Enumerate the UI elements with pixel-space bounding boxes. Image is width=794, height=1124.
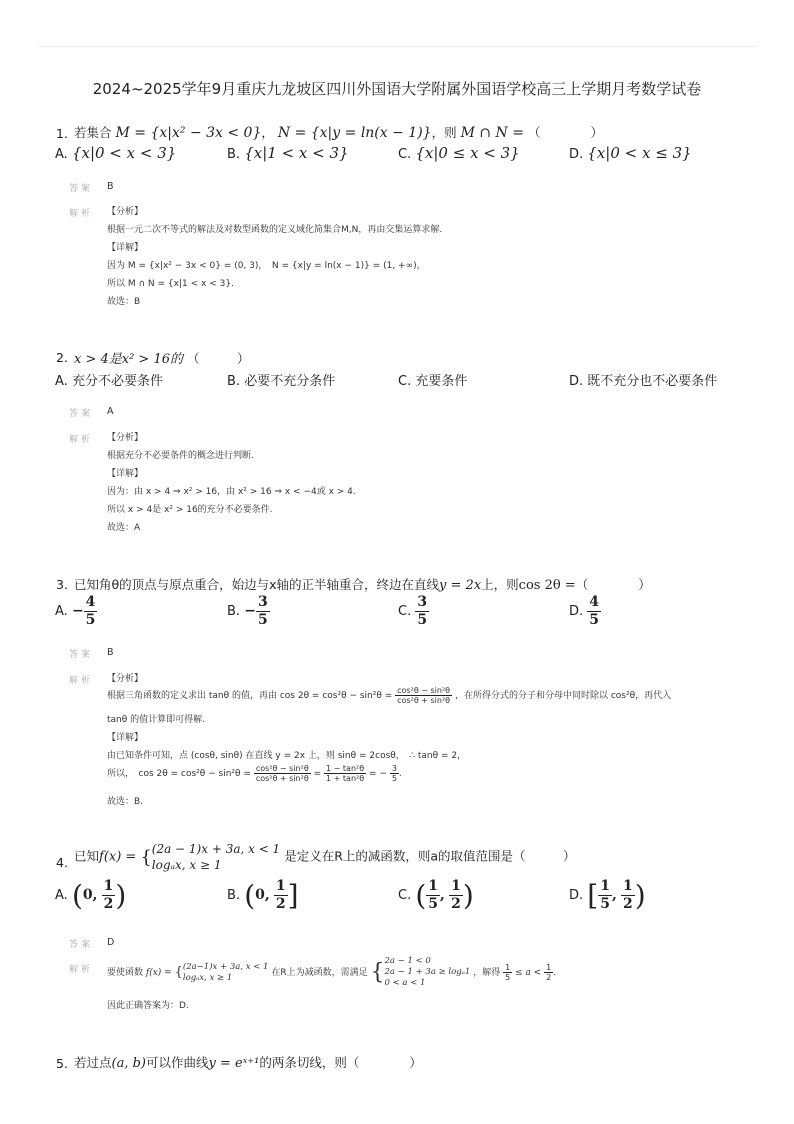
solution-conclusion: 因此正确答案为：D. [107,1001,189,1011]
option-c[interactable]: C. $\frac{3}{5}$ [398,594,428,628]
solution-line: 要使函数 f(x) = { (2a−1)x + 3a, x < 1 logₐx, x ≥ 1 在R上为减函数，需满足 { 2a − 1 < 0 2a − 1 + 3a ≥ logₐ1 0 < a < 1 ，解得 $\frac{1}{5}$ ≤ a < $\frac{1}{2}$ . [107,956,557,988]
question-stem: 已知角θ的顶点与原点重合，始边与x轴的正半轴重合，终边在直线y = 2x上，则cos 2θ =（ ） [74,577,651,593]
option-d[interactable]: D. [ $\frac{1}{5}$ , $\frac{1}{2}$ ) [569,878,646,912]
question-number: 3. [56,577,68,592]
option-a[interactable]: A. 充分不必要条件 [55,374,163,389]
question-stem: 已知f(x) = { (2a − 1)x + 3a, x < 1 logₐx, x ≥ 1 是定义在R上的减函数，则a的取值范围是（ ） [74,842,576,872]
solution-heading: 【详解】 [107,469,144,479]
analysis-label: 解析 [69,209,94,219]
solution-line: 所以， cos 2θ = cos²θ − sin²θ = $\frac{\text{cos²θ − sin²θ}}{\text{cos²θ + sin²θ}}$ = $\frac{\text{1 − tan²θ}}{\text{1 + tan²θ}}$ = − $\frac{3}{5}$ . [107,764,402,783]
question-number: 1. [56,126,68,141]
analysis-label: 解析 [69,435,94,445]
solution-conclusion: 故选：A [107,523,141,533]
option-a[interactable]: A. (0, $\frac{1}{2}$ ) [55,878,127,912]
answer-value: A [107,406,114,417]
solution-line: 所以 x > 4是 x² > 16的充分不必要条件. [107,505,273,515]
option-a[interactable]: A. − $\frac{4}{5}$ [55,594,96,628]
answer-value: B [107,647,114,658]
header-divider [38,46,756,47]
solution-line: 根据一元二次不等式的解法及对数型函数的定义域化简集合M,N，再由交集运算求解. [107,225,443,235]
option-c[interactable]: C. 充要条件 [398,374,468,389]
option-d[interactable]: D. $\frac{4}{5}$ [569,594,600,628]
answer-label: 答案 [69,940,94,950]
answer-value: D [107,937,115,948]
solution-line: 根据三角函数的定义求出 tanθ 的值，再由 cos 2θ = cos²θ − sin²θ = $\frac{\text{cos²θ − sin²θ}}{\text{cos²θ + sin²θ}}$ ，在所得分式的分子和分母中同时除以 cos²θ，再代入 [107,686,672,705]
solution-heading: 【分析】 [107,433,144,443]
analysis-label: 解析 [69,676,94,686]
option-c[interactable]: C. ( $\frac{1}{5}$ , $\frac{1}{2}$ ) [398,878,474,912]
answer-label: 答案 [69,184,94,194]
question-stem: 若过点(a, b)可以作曲线y = eˣ⁺¹的两条切线，则（ ） [74,1055,422,1071]
option-d[interactable]: D. 既不充分也不必要条件 [569,374,718,389]
question-stem: 若集合 M = {x|x² − 3x < 0}， N = {x|y = ln(x − 1)}，则 M ∩ N = （ ） [74,125,603,141]
option-b[interactable]: B. 必要不充分条件 [227,374,336,389]
question-number: 5. [56,1056,68,1071]
solution-line: tanθ 的值计算即可得解. [107,715,205,725]
solution-heading: 【详解】 [107,243,144,253]
option-c[interactable]: C. {x|0 ≤ x < 3} [398,144,520,162]
option-a[interactable]: A. {x|0 < x < 3} [55,144,177,162]
question-stem: x > 4是x² > 16的 （ ） [74,351,250,367]
solution-conclusion: 故选：B [107,297,141,307]
option-b[interactable]: B. − $\frac{3}{5}$ [227,594,268,628]
answer-label: 答案 [69,409,94,419]
answer-label: 答案 [69,650,94,660]
solution-heading: 【详解】 [107,733,144,743]
question-number: 2. [56,350,68,365]
page-title: 2024~2025学年9月重庆九龙坡区四川外国语大学附属外国语学校高三上学期月考数学试卷 [92,80,702,98]
option-d[interactable]: D. {x|0 < x ≤ 3} [569,144,692,162]
option-b[interactable]: B. {x|1 < x < 3} [227,144,349,162]
solution-heading: 【分析】 [107,207,144,217]
option-b[interactable]: B. (0, $\frac{1}{2}$ ] [227,878,299,912]
solution-line: 因为 M = {x|x² − 3x < 0} = (0, 3)， N = {x|y = ln(x − 1)} = (1, +∞)， [107,261,426,271]
solution-line: 所以 M ∩ N = {x|1 < x < 3}. [107,279,234,289]
solution-line: 因为：由 x > 4 ⇒ x² > 16，由 x² > 16 ⇒ x < −4或 x > 4. [107,487,356,497]
solution-line: 由已知条件可知，点 (cosθ, sinθ) 在直线 y = 2x 上，则 sinθ = 2cosθ， ∴ tanθ = 2， [107,751,467,761]
answer-value: B [107,181,114,192]
question-number: 4. [56,855,68,870]
solution-line: 根据充分不必要条件的概念进行判断. [107,451,254,461]
solution-conclusion: 故选：B. [107,797,144,807]
analysis-label: 解析 [69,965,94,975]
solution-heading: 【分析】 [107,674,144,684]
